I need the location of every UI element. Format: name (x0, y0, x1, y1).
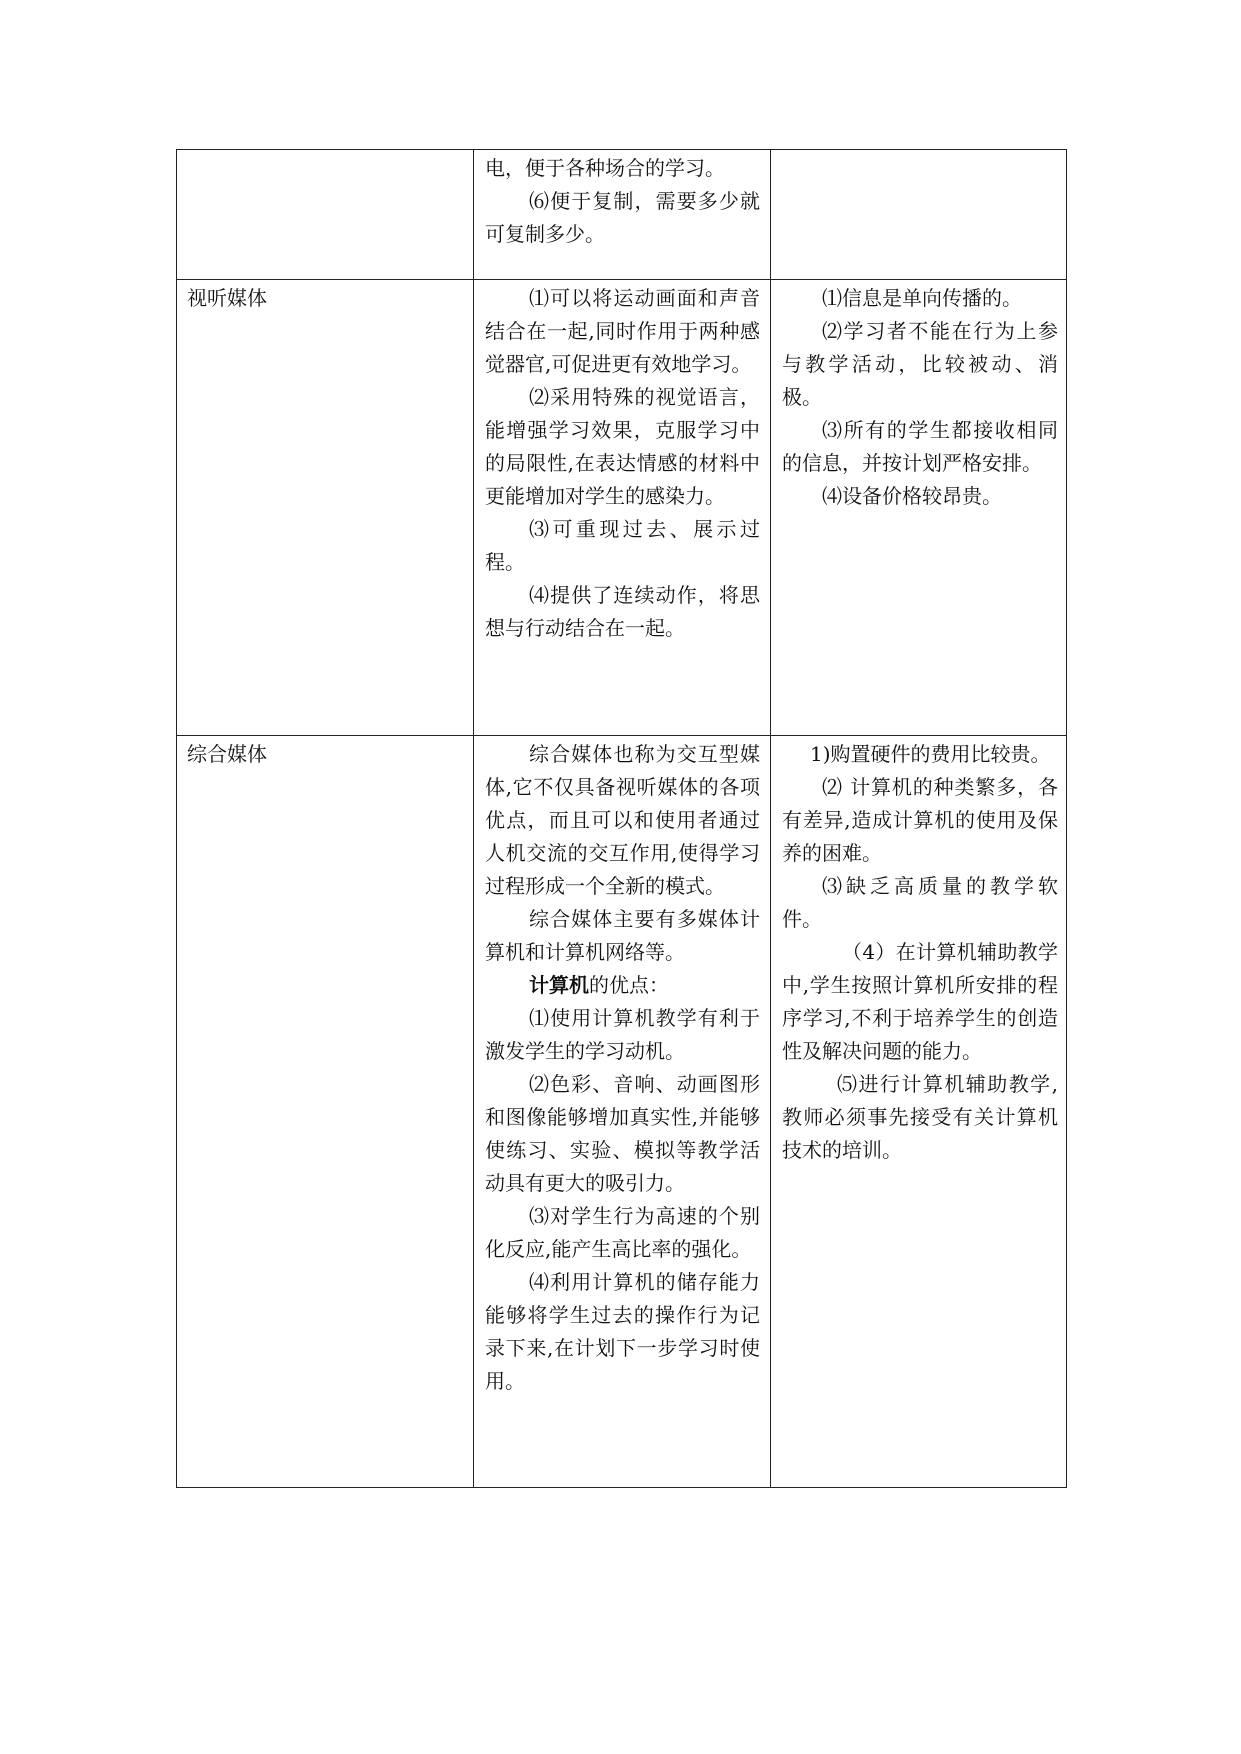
media-type-cell (177, 736, 474, 1488)
media-type-cell (177, 150, 474, 280)
limitation-item: ⑶所有的学生都接收相同的信息，并按计划严格安排。 (782, 418, 1058, 475)
limitations-cell (771, 736, 1067, 1488)
advantage-item: ⑹便于复制，需要多少就可复制多少。 (485, 189, 760, 246)
advantages-cell (474, 736, 771, 1488)
table-row (177, 150, 1067, 280)
advantage-item: ⑴可以将运动画面和声音结合在一起,同时作用于两种感觉器官,可促进更有效地学习。 (485, 286, 760, 376)
media-type-label: 综合媒体 (187, 742, 267, 766)
limitation-item: （4）在计算机辅助教学中,学生按照计算机所安排的程序学习,不利于培养学生的创造性及解决问题的能力。 (782, 940, 1058, 1063)
advantage-item: 电，便于各种场合的学习。 (485, 156, 725, 180)
advantage-item: ⑶对学生行为高速的个别化反应,能产生高比率的强化。 (485, 1204, 760, 1261)
computer-heading-bold: 计算机 (529, 973, 589, 997)
computer-heading-rest: 的优点： (589, 973, 669, 997)
advantage-item: ⑷提供了连续动作，将思想与行动结合在一起。 (485, 583, 760, 640)
media-type-cell (177, 280, 474, 736)
media-type-label: 视听媒体 (187, 286, 267, 310)
limitation-item: ⑸进行计算机辅助教学,教师必须事先接受有关计算机技术的培训。 (782, 1072, 1058, 1162)
advantage-item: ⑵采用特殊的视觉语言，能增强学习效果，克服学习中的局限性,在表达情感的材料中更能增加对学生的感染力。 (485, 385, 760, 508)
limitations-cell (771, 150, 1067, 280)
media-comparison-table (176, 149, 1067, 1488)
limitation-item: ⑴信息是单向传播的。 (822, 286, 1022, 310)
limitations-cell (771, 280, 1067, 736)
advantage-item: ⑴使用计算机教学有利于激发学生的学习动机。 (485, 1006, 760, 1063)
advantages-cell (474, 150, 771, 280)
limitation-item: ⑵学习者不能在行为上参与教学活动，比较被动、消极。 (782, 319, 1058, 409)
limitation-item: ⑶缺乏高质量的教学软件。 (782, 874, 1058, 931)
advantages-cell (474, 280, 771, 736)
limitation-item: 1)购置硬件的费用比较贵。 (810, 742, 1051, 766)
limitation-item: ⑵ 计算机的种类繁多，各有差异,造成计算机的使用及保养的困难。 (782, 775, 1058, 865)
table-row (177, 280, 1067, 736)
advantage-item: ⑶可重现过去、展示过程。 (485, 517, 760, 574)
limitation-item: ⑷设备价格较昂贵。 (822, 484, 1002, 508)
computer-advantages-heading (485, 969, 760, 1002)
table-row (177, 736, 1067, 1488)
intro-paragraph: 综合媒体主要有多媒体计算机和计算机网络等。 (485, 907, 760, 964)
advantage-item: ⑵色彩、音响、动画图形和图像能够增加真实性,并能够使练习、实验、模拟等教学活动具有更大的吸引力。 (485, 1072, 760, 1195)
intro-paragraph: 综合媒体也称为交互型媒体,它不仅具备视听媒体的各项优点，而且可以和使用者通过人机交流的交互作用,使得学习过程形成一个全新的模式。 (485, 742, 760, 898)
advantage-item: ⑷利用计算机的储存能力能够将学生过去的操作行为记录下来,在计划下一步学习时使用。 (485, 1270, 760, 1393)
